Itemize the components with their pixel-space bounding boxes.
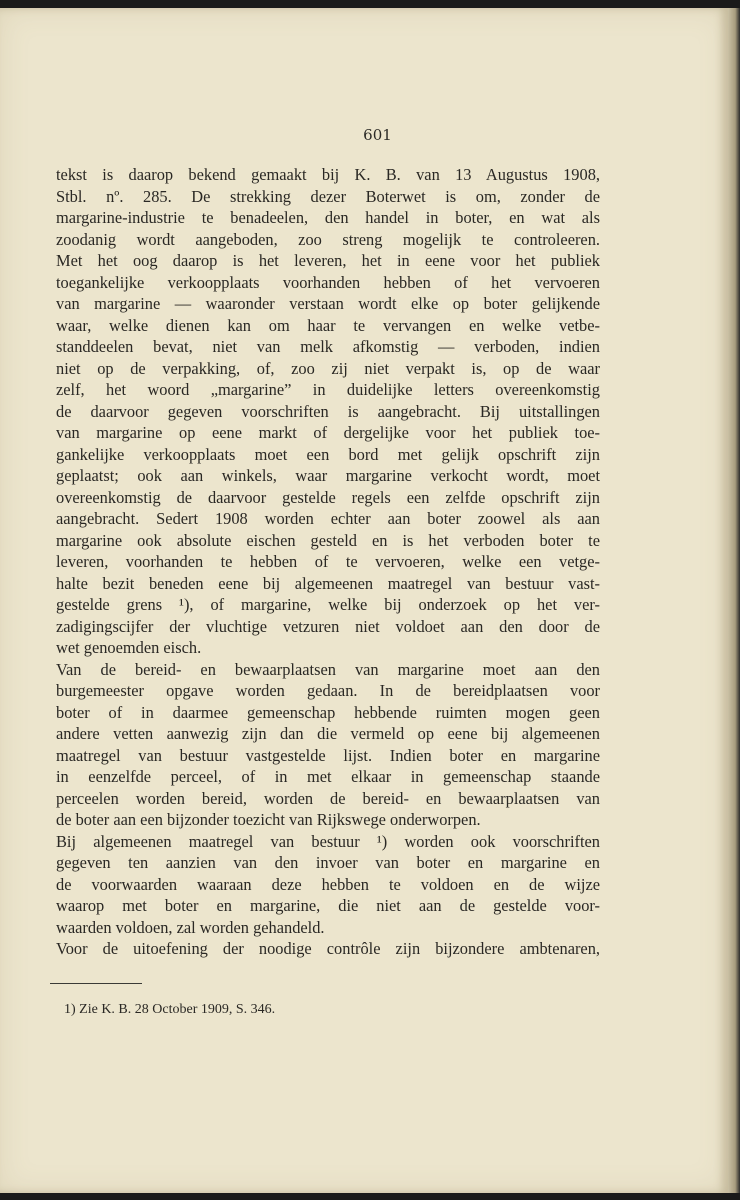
text-line: gestelde grens ¹), of margarine, welke bij onderzoek op het ver- xyxy=(56,595,600,614)
text-line: gankelijke verkoopplaats moet een bord met gelijk opschrift zijn xyxy=(56,444,600,464)
text-line: zadigingscijfer der vluchtige vetzuren niet voldoet aan den door de xyxy=(56,616,600,636)
text-line: andere vetten aanwezig zijn dan die vermeld op eene bij algemeenen xyxy=(56,724,600,743)
body-text xyxy=(56,164,600,960)
footnote: 1) Zie K. B. 28 October 1909, S. 346. xyxy=(64,1002,276,1017)
text-line: burgemeester opgave worden gedaan. In de bereidplaatsen voor xyxy=(56,681,600,700)
text-line: toegankelijke verkoopplaats voorhanden hebben of het vervoeren xyxy=(56,272,600,292)
text-line: de voorwaarden waaraan deze hebben te voldoen en de wijze xyxy=(56,874,600,894)
text-line: standdeelen bevat, niet van melk afkomstig — verboden, indien xyxy=(56,337,600,356)
text-line: Met het oog daarop is het leveren, het in eene voor het publiek xyxy=(56,251,600,270)
text-line: waarden voldoen, zal worden gehandeld. xyxy=(56,917,325,937)
text-line: geplaatst; ook aan winkels, waar margarine verkocht wordt, moet xyxy=(56,466,600,485)
text-line: maatregel van bestuur vastgestelde lijst. Indien boter en margarine xyxy=(56,745,600,765)
text-line: in eenzelfde perceel, of in met elkaar in gemeenschap staande xyxy=(56,767,600,786)
text-line: leveren, voorhanden te hebben of te vervoeren, welke een vetge- xyxy=(56,552,600,571)
text-line: Bij algemeenen maatregel van bestuur ¹) worden ook voorschriften xyxy=(56,831,600,851)
text-line: perceelen worden bereid, worden de bereid- en bewaarplaatsen van xyxy=(56,788,600,808)
text-line: waarop met boter en margarine, die niet aan de gestelde voor- xyxy=(56,896,600,915)
text-line: zoodanig wordt aangeboden, zoo streng mogelijk te controleeren. xyxy=(56,229,600,249)
page-number: 601 xyxy=(363,126,392,144)
text-line: Voor de uitoefening der noodige contrôle zijn bijzondere ambtenaren, xyxy=(56,939,600,958)
text-line: margarine ook absolute eischen gesteld en is het verboden boter te xyxy=(56,530,600,550)
text-line: niet op de verpakking, of, zoo zij niet verpakt is, op de waar xyxy=(56,358,600,378)
text-line: zelf, het woord „margarine” in duidelijke letters overeenkomstig xyxy=(56,380,600,399)
text-line: de daarvoor gegeven voorschriften is aangebracht. Bij uitstallingen xyxy=(56,401,600,421)
text-line: gegeven ten aanzien van den invoer van boter en margarine en xyxy=(56,853,600,872)
text-line: wet genoemden eisch. xyxy=(56,638,202,657)
text-line: aangebracht. Sedert 1908 worden echter aan boter zoowel als aan xyxy=(56,509,600,528)
text-line: margarine-industrie te benadeelen, den handel in boter, en wat als xyxy=(56,208,600,227)
text-line: Van de bereid- en bewaarplaatsen van margarine moet aan den xyxy=(56,659,600,679)
text-line: de boter aan een bijzonder toezicht van Rijkswege onderworpen. xyxy=(56,810,481,829)
text-line: tekst is daarop bekend gemaakt bij K. B. van 13 Augustus 1908, xyxy=(56,165,600,184)
text-line: waar, welke dienen kan om haar te vervangen en welke vetbe- xyxy=(56,315,600,335)
text-line: boter of in daarmee gemeenschap hebbende ruimten mogen geen xyxy=(56,702,600,722)
footnote-divider xyxy=(50,983,142,984)
text-line: van margarine op eene markt of dergelijke voor het publiek toe- xyxy=(56,423,600,442)
text-line: overeenkomstig de daarvoor gestelde regels een zelfde opschrift zijn xyxy=(56,487,600,507)
page-edge xyxy=(728,8,740,1193)
text-line: halte bezit beneden eene bij algemeenen maatregel van bestuur vast- xyxy=(56,573,600,593)
text-line: Stbl. nº. 285. De strekking dezer Boterwet is om, zonder de xyxy=(56,186,600,206)
text-line: van margarine — waaronder verstaan wordt elke op boter gelijkende xyxy=(56,294,600,313)
